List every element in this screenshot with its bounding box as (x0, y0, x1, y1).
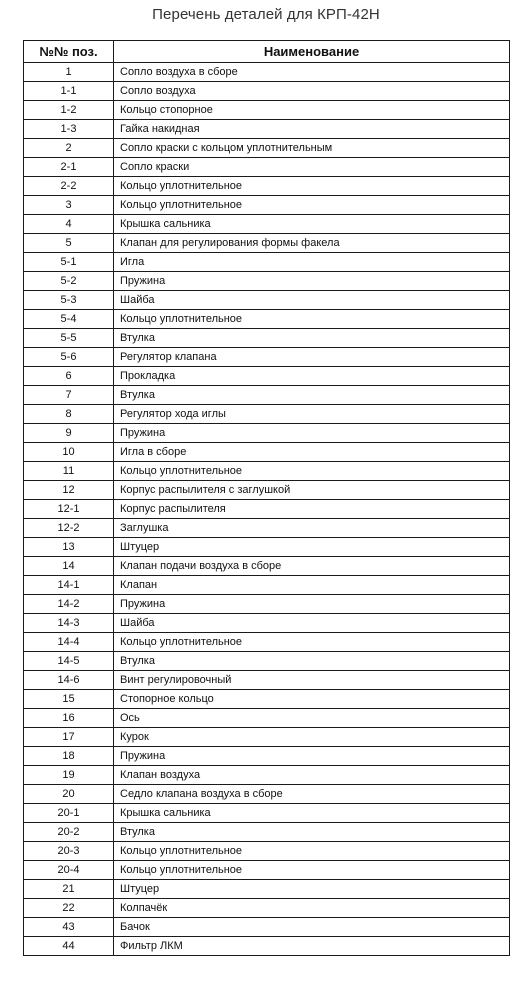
part-name-cell: Кольцо уплотнительное (114, 861, 510, 880)
part-name-cell: Колпачёк (114, 899, 510, 918)
table-row (24, 804, 510, 823)
part-name-cell: Клапан (114, 576, 510, 595)
part-name-cell: Пружина (114, 424, 510, 443)
table-row (24, 861, 510, 880)
table-row (24, 728, 510, 747)
table-row (24, 424, 510, 443)
part-name-cell: Сопло воздуха (114, 82, 510, 101)
part-name-cell: Кольцо уплотнительное (114, 462, 510, 481)
table-row (24, 576, 510, 595)
table-row (24, 785, 510, 804)
table-row (24, 690, 510, 709)
part-name-cell: Сопло краски (114, 158, 510, 177)
table-row (24, 177, 510, 196)
part-name-cell: Пружина (114, 272, 510, 291)
position-number-cell: 5-4 (24, 310, 114, 329)
part-name-cell: Корпус распылителя (114, 500, 510, 519)
part-name-cell: Гайка накидная (114, 120, 510, 139)
position-number-cell: 5-6 (24, 348, 114, 367)
position-number-cell: 12-2 (24, 519, 114, 538)
position-number-cell: 5 (24, 234, 114, 253)
part-name-cell: Кольцо уплотнительное (114, 633, 510, 652)
table-row (24, 443, 510, 462)
position-number-cell: 14-2 (24, 595, 114, 614)
table-row (24, 291, 510, 310)
table-row (24, 557, 510, 576)
table-row (24, 82, 510, 101)
table-row (24, 747, 510, 766)
header-row (24, 41, 510, 63)
table-row (24, 158, 510, 177)
table-header (24, 41, 510, 63)
part-name-cell: Ось (114, 709, 510, 728)
position-number-cell: 10 (24, 443, 114, 462)
part-name-cell: Пружина (114, 747, 510, 766)
position-number-cell: 5-3 (24, 291, 114, 310)
table-row (24, 139, 510, 158)
position-number-cell: 14-5 (24, 652, 114, 671)
position-number-cell: 43 (24, 918, 114, 937)
position-number-cell: 16 (24, 709, 114, 728)
table-row (24, 120, 510, 139)
position-number-cell: 3 (24, 196, 114, 215)
table-row (24, 633, 510, 652)
table-row (24, 234, 510, 253)
part-name-cell: Клапан подачи воздуха в сборе (114, 557, 510, 576)
table-row (24, 310, 510, 329)
position-number-cell: 2-2 (24, 177, 114, 196)
position-number-cell: 14-4 (24, 633, 114, 652)
table-row (24, 899, 510, 918)
table-row (24, 405, 510, 424)
part-name-cell: Клапан для регулирования формы факела (114, 234, 510, 253)
header-position-number: №№ поз. (24, 41, 114, 63)
table-row (24, 842, 510, 861)
table-row (24, 101, 510, 120)
page-title: Перечень деталей для КРП-42Н (152, 6, 380, 23)
table-row (24, 671, 510, 690)
part-name-cell: Фильтр ЛКМ (114, 937, 510, 956)
table-row (24, 918, 510, 937)
table-row (24, 272, 510, 291)
table-row (24, 329, 510, 348)
table-row (24, 766, 510, 785)
part-name-cell: Игла в сборе (114, 443, 510, 462)
part-name-cell: Штуцер (114, 538, 510, 557)
position-number-cell: 9 (24, 424, 114, 443)
position-number-cell: 1 (24, 63, 114, 82)
position-number-cell: 1-1 (24, 82, 114, 101)
table-row (24, 462, 510, 481)
part-name-cell: Кольцо уплотнительное (114, 177, 510, 196)
table-row (24, 595, 510, 614)
position-number-cell: 20-4 (24, 861, 114, 880)
position-number-cell: 20-2 (24, 823, 114, 842)
position-number-cell: 2-1 (24, 158, 114, 177)
position-number-cell: 14-1 (24, 576, 114, 595)
position-number-cell: 18 (24, 747, 114, 766)
position-number-cell: 2 (24, 139, 114, 158)
position-number-cell: 14-6 (24, 671, 114, 690)
part-name-cell: Сопло воздуха в сборе (114, 63, 510, 82)
table-row (24, 709, 510, 728)
position-number-cell: 12-1 (24, 500, 114, 519)
position-number-cell: 20 (24, 785, 114, 804)
part-name-cell: Стопорное кольцо (114, 690, 510, 709)
part-name-cell: Курок (114, 728, 510, 747)
position-number-cell: 8 (24, 405, 114, 424)
table-row (24, 348, 510, 367)
part-name-cell: Штуцер (114, 880, 510, 899)
part-name-cell: Бачок (114, 918, 510, 937)
position-number-cell: 12 (24, 481, 114, 500)
part-name-cell: Крышка сальника (114, 215, 510, 234)
position-number-cell: 1-2 (24, 101, 114, 120)
part-name-cell: Кольцо уплотнительное (114, 196, 510, 215)
part-name-cell: Пружина (114, 595, 510, 614)
table-row (24, 519, 510, 538)
part-name-cell: Заглушка (114, 519, 510, 538)
part-name-cell: Регулятор клапана (114, 348, 510, 367)
parts-table (23, 40, 510, 956)
part-name-cell: Прокладка (114, 367, 510, 386)
position-number-cell: 5-5 (24, 329, 114, 348)
table-row (24, 500, 510, 519)
table-row (24, 614, 510, 633)
position-number-cell: 21 (24, 880, 114, 899)
part-name-cell: Седло клапана воздуха в сборе (114, 785, 510, 804)
part-name-cell: Кольцо стопорное (114, 101, 510, 120)
part-name-cell: Шайба (114, 291, 510, 310)
position-number-cell: 20-3 (24, 842, 114, 861)
table-row (24, 880, 510, 899)
part-name-cell: Шайба (114, 614, 510, 633)
table-row (24, 367, 510, 386)
part-name-cell: Втулка (114, 823, 510, 842)
position-number-cell: 17 (24, 728, 114, 747)
table-row (24, 652, 510, 671)
part-name-cell: Сопло краски с кольцом уплотнительным (114, 139, 510, 158)
part-name-cell: Винт регулировочный (114, 671, 510, 690)
table-row (24, 386, 510, 405)
position-number-cell: 22 (24, 899, 114, 918)
header-part-name: Наименование (114, 41, 510, 63)
part-name-cell: Втулка (114, 386, 510, 405)
position-number-cell: 14-3 (24, 614, 114, 633)
position-number-cell: 5-2 (24, 272, 114, 291)
position-number-cell: 20-1 (24, 804, 114, 823)
table-row (24, 63, 510, 82)
table-row (24, 481, 510, 500)
position-number-cell: 44 (24, 937, 114, 956)
part-name-cell: Корпус распылителя с заглушкой (114, 481, 510, 500)
table-row (24, 196, 510, 215)
part-name-cell: Клапан воздуха (114, 766, 510, 785)
table-body (24, 63, 510, 956)
position-number-cell: 1-3 (24, 120, 114, 139)
position-number-cell: 6 (24, 367, 114, 386)
position-number-cell: 5-1 (24, 253, 114, 272)
position-number-cell: 14 (24, 557, 114, 576)
position-number-cell: 11 (24, 462, 114, 481)
position-number-cell: 19 (24, 766, 114, 785)
part-name-cell: Кольцо уплотнительное (114, 842, 510, 861)
position-number-cell: 15 (24, 690, 114, 709)
table-row (24, 538, 510, 557)
part-name-cell: Регулятор хода иглы (114, 405, 510, 424)
table-row (24, 253, 510, 272)
table-row (24, 215, 510, 234)
part-name-cell: Втулка (114, 652, 510, 671)
table-row (24, 937, 510, 956)
table-row (24, 823, 510, 842)
position-number-cell: 13 (24, 538, 114, 557)
part-name-cell: Крышка сальника (114, 804, 510, 823)
part-name-cell: Втулка (114, 329, 510, 348)
part-name-cell: Игла (114, 253, 510, 272)
position-number-cell: 7 (24, 386, 114, 405)
part-name-cell: Кольцо уплотнительное (114, 310, 510, 329)
position-number-cell: 4 (24, 215, 114, 234)
